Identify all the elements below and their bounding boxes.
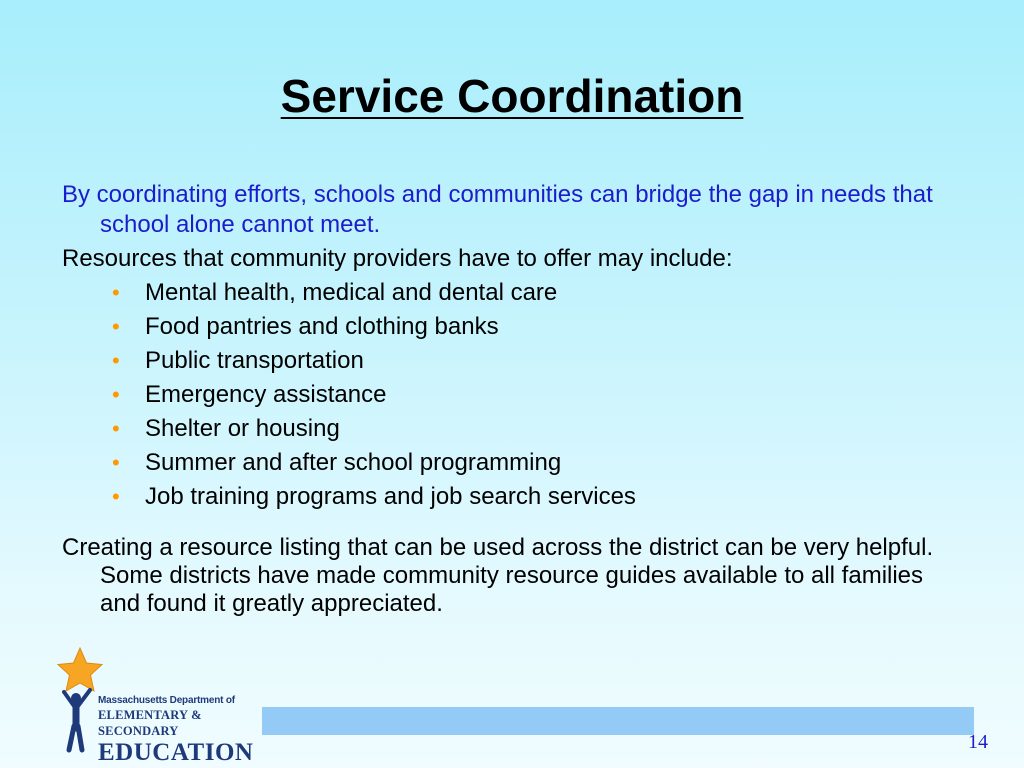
resource-list	[62, 276, 962, 514]
list-item	[112, 480, 962, 514]
list-item-text: Shelter or housing	[145, 415, 340, 442]
closing-paragraph: Creating a resource listing that can be used across the district can be very helpful. Some districts have made community resource guides available to all families and found it greatly appreciated.	[62, 534, 934, 617]
intro-paragraph: By coordinating efforts, schools and communities can bridge the gap in needs that school alone cannot meet.	[62, 181, 933, 238]
logo-wordmark	[98, 694, 262, 766]
page-number: 14	[968, 731, 988, 753]
bullet-icon: •	[112, 450, 120, 475]
bullet-icon: •	[112, 280, 120, 305]
list-item-text: Job training programs and job search services	[145, 483, 636, 510]
list-item-text: Food pantries and clothing banks	[145, 313, 499, 340]
resources-heading: Resources that community providers have to offer may include:	[62, 245, 733, 272]
list-item-text: Summer and after school programming	[145, 449, 562, 476]
footer-bar	[262, 707, 974, 735]
logo-line-education: EDUCATION	[98, 739, 254, 766]
list-item	[112, 412, 962, 446]
slide-title-text: Service Coordination	[280, 70, 744, 122]
slide-body	[62, 180, 962, 618]
list-item-text: Public transportation	[145, 347, 364, 374]
bullet-icon: •	[112, 382, 120, 407]
slide-title	[0, 68, 1024, 124]
bullet-icon: •	[112, 416, 120, 441]
logo-line-elementary-secondary: ELEMENTARY & SECONDARY	[98, 708, 202, 738]
list-item	[112, 276, 962, 310]
logo-line-department: Massachusetts Department of	[98, 695, 235, 706]
list-item	[112, 446, 962, 480]
bullet-icon: •	[112, 348, 120, 373]
list-item	[112, 378, 962, 412]
dese-logo	[50, 646, 262, 766]
list-item-text: Mental health, medical and dental care	[145, 279, 558, 306]
list-item	[112, 310, 962, 344]
bullet-icon: •	[112, 314, 120, 339]
list-item	[112, 344, 962, 378]
list-item-text: Emergency assistance	[145, 381, 387, 408]
bullet-icon: •	[112, 484, 120, 509]
